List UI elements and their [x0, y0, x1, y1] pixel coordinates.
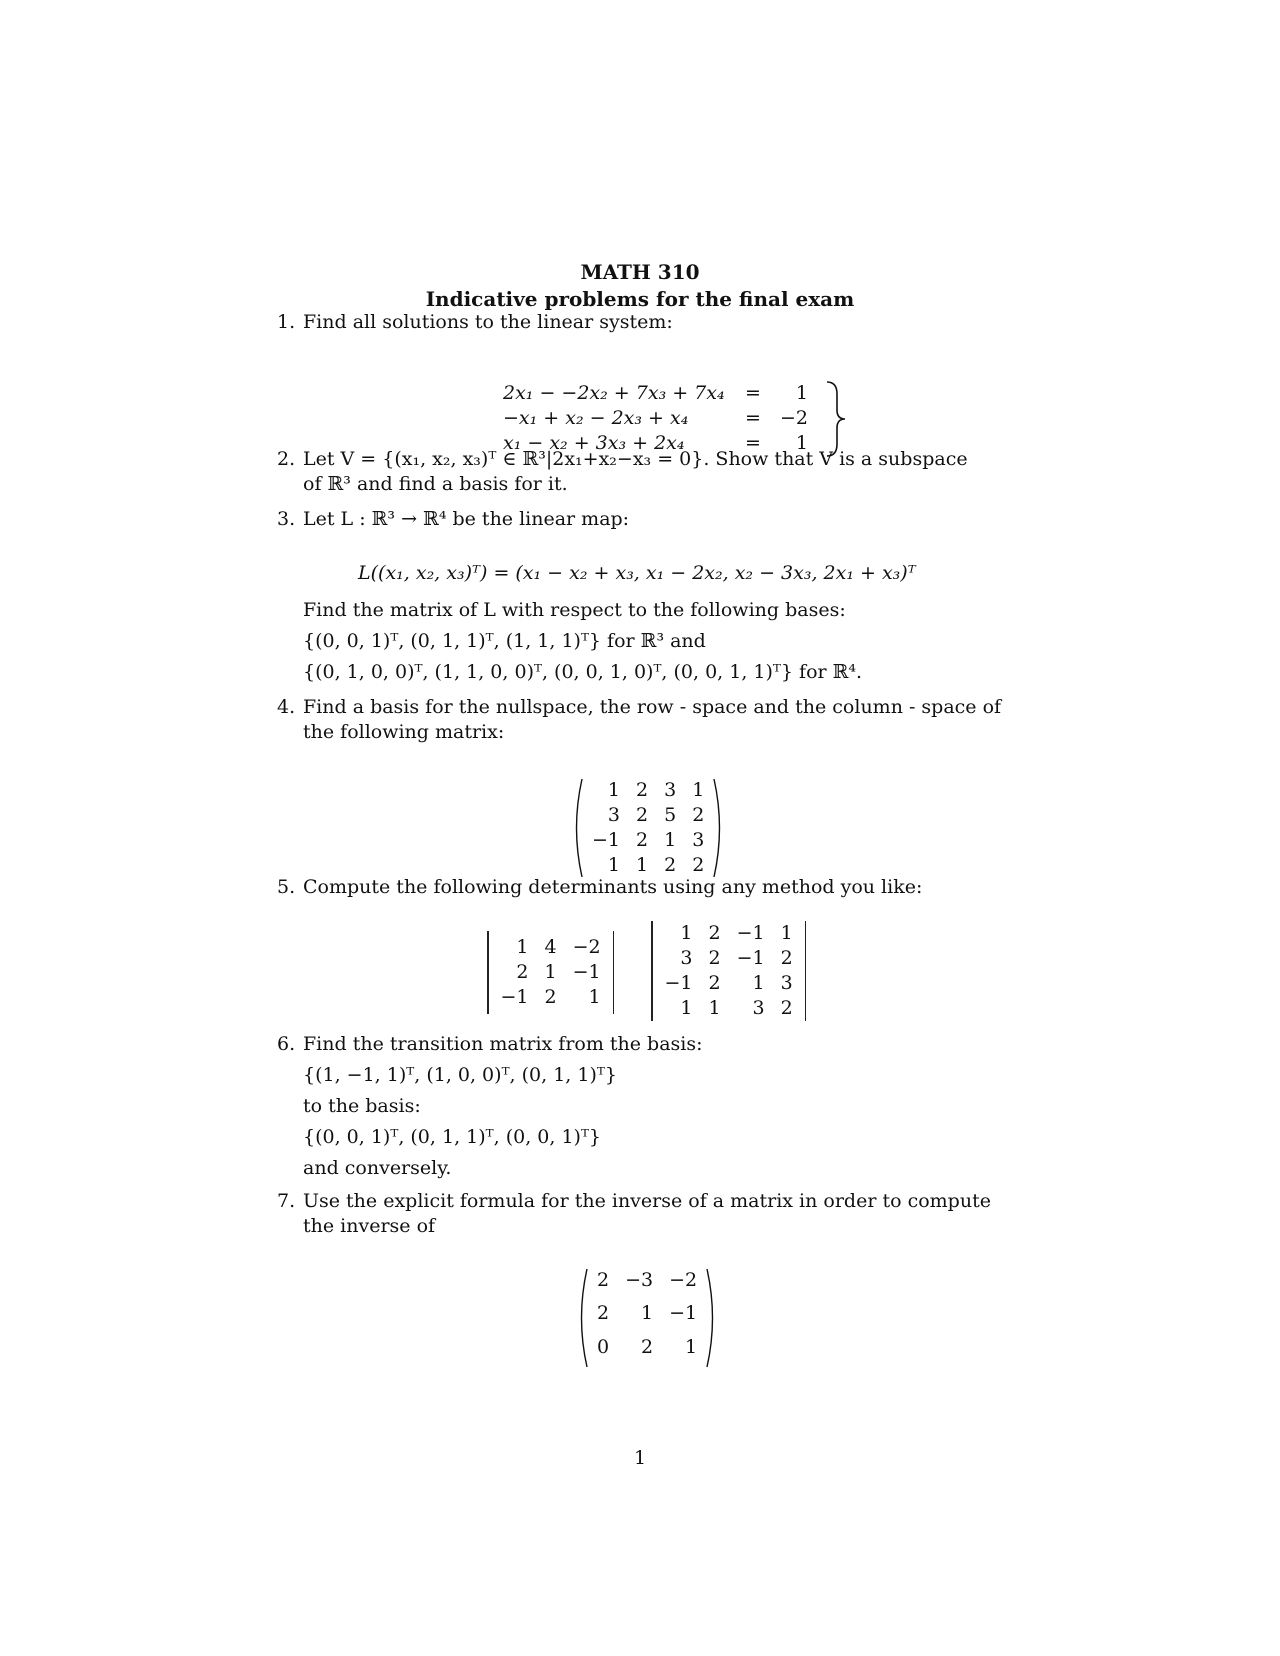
problem-number: 7. — [277, 1190, 296, 1212]
linear-system — [503, 380, 808, 455]
matrix-entry: 2 — [636, 779, 649, 801]
matrix-entry: 1 — [752, 972, 765, 994]
equals-sign: = — [745, 431, 761, 454]
matrix-entry: −1 — [736, 947, 765, 969]
matrix-entry: 1 — [607, 854, 621, 876]
problem-4 — [277, 695, 1003, 745]
problem-line: the inverse of — [303, 1215, 436, 1237]
matrix-entry: −1 — [592, 829, 621, 851]
matrix-entry: 2 — [708, 947, 721, 969]
left-paren-icon — [575, 1268, 589, 1368]
matrix-entry: −1 — [572, 961, 601, 983]
problem-text: Let L : ℝ³ → ℝ⁴ be the linear map: — [303, 508, 630, 530]
map-formula: L((x₁, x₂, x₃)ᵀ) = (x₁ − x₂ + x₃, x₁ − 2x₂, x₂ − 3x₃, 2x₁ + x₃)ᵀ — [358, 562, 916, 584]
equation-lhs: x₁ − x₂ + 3x₃ + 2x₄ — [503, 431, 685, 454]
matrix-entry: 2 — [708, 922, 721, 944]
matrix-entry: 2 — [692, 854, 705, 876]
matrix-entry: 3 — [680, 947, 693, 969]
matrix-entry: −1 — [736, 922, 765, 944]
matrix-entry: 1 — [664, 829, 677, 851]
problem-line: Find the transition matrix from the basis: — [303, 1033, 703, 1055]
determinant-bar — [805, 921, 807, 1021]
determinant-3x3 — [487, 931, 614, 1014]
basis-from: {(1, −1, 1)ᵀ, (1, 0, 0)ᵀ, (0, 1, 1)ᵀ} — [303, 1064, 617, 1086]
problem-number: 3. — [277, 508, 296, 530]
equation-rhs: −2 — [779, 406, 808, 429]
right-paren-icon — [705, 1268, 719, 1368]
problem-number: 5. — [277, 876, 296, 898]
matrix-p7 — [575, 1268, 719, 1368]
course-title: MATH 310 — [580, 260, 700, 284]
matrix-entry: 4 — [544, 936, 557, 958]
matrix-entry: 3 — [692, 829, 705, 851]
matrix-entry: 3 — [664, 779, 677, 801]
problem-line: {(0, 0, 1)ᵀ, (0, 1, 1)ᵀ, (1, 1, 1)ᵀ} for ℝ³ and — [303, 630, 706, 652]
problem-5 — [277, 875, 1003, 900]
matrix-entry: 1 — [641, 1302, 654, 1325]
problem-2 — [277, 447, 1003, 497]
matrix-entry: 1 — [708, 997, 721, 1019]
problem-number: 1. — [277, 311, 296, 333]
left-paren-icon — [570, 778, 584, 878]
problem-line: the following matrix: — [303, 721, 505, 743]
matrix-entry: 2 — [664, 854, 677, 876]
document-subtitle: Indicative problems for the final exam — [425, 287, 855, 311]
right-paren-icon — [712, 778, 726, 878]
problem-text: Find all solutions to the linear system: — [303, 311, 673, 333]
matrix-entry: 1 — [516, 936, 529, 958]
problem-line: and conversely. — [303, 1157, 452, 1179]
matrix-entry: 1 — [680, 922, 693, 944]
matrix-entry: 2 — [597, 1302, 610, 1325]
matrix-entry: 2 — [780, 997, 793, 1019]
matrix-entry: 3 — [780, 972, 793, 994]
problem-line: {(0, 1, 0, 0)ᵀ, (1, 1, 0, 0)ᵀ, (0, 0, 1, 0)ᵀ, (0, 0, 1, 1)ᵀ} for ℝ⁴. — [303, 661, 863, 683]
problem-number: 2. — [277, 448, 296, 470]
equation-row — [503, 405, 808, 430]
matrix-entry: 5 — [664, 804, 677, 826]
problem-line: of ℝ³ and find a basis for it. — [303, 473, 568, 495]
matrix-entry: 2 — [692, 804, 705, 826]
matrix-entry: 2 — [636, 829, 649, 851]
problem-line: Find the matrix of L with respect to the following bases: — [303, 599, 846, 621]
equation-lhs: −x₁ + x₂ − 2x₃ + x₄ — [503, 406, 689, 429]
problem-line: to the basis: — [303, 1095, 421, 1117]
equation-rhs: 1 — [795, 431, 808, 454]
matrix-entry: 2 — [641, 1335, 654, 1358]
problem-line: Let V = {(x₁, x₂, x₃)ᵀ ∈ ℝ³|2x₁+x₂−x₃ = 0}. Show that V is a subspace — [303, 448, 968, 470]
matrix-entry: 1 — [607, 779, 621, 801]
matrix-entry: 1 — [780, 922, 793, 944]
problem-number: 4. — [277, 696, 296, 718]
equals-sign: = — [745, 381, 761, 404]
page-number: 1 — [633, 1447, 647, 1469]
matrix-entry: 1 — [692, 779, 705, 801]
matrix-entry: −1 — [500, 986, 529, 1008]
problem-3-bases — [303, 598, 1003, 685]
problem-line: Find a basis for the nullspace, the row - space and the column - space of — [303, 696, 1002, 718]
determinant-4x4 — [651, 921, 806, 1021]
problem-1 — [277, 310, 1003, 335]
problem-line: Use the explicit formula for the inverse of a matrix in order to compute — [303, 1190, 991, 1212]
matrix-entry: 0 — [597, 1335, 610, 1358]
equation-lhs: 2x₁ − −2x₂ + 7x₃ + 7x₄ — [503, 381, 725, 404]
matrix-entry: 2 — [708, 972, 721, 994]
matrix-p4 — [570, 778, 726, 878]
matrix-entry: −3 — [625, 1269, 654, 1291]
determinant-bar — [613, 931, 615, 1014]
equation-row — [503, 380, 808, 405]
matrix-entry: 1 — [636, 854, 649, 876]
problem-3 — [277, 507, 1003, 532]
problem-number: 6. — [277, 1033, 296, 1055]
matrix-entry: 1 — [680, 997, 693, 1019]
matrix-entry: −2 — [669, 1269, 698, 1291]
matrix-entry: 1 — [588, 986, 601, 1008]
matrix-entry: 2 — [544, 986, 557, 1008]
matrix-entry: 1 — [544, 961, 557, 983]
matrix-entry: 3 — [752, 997, 765, 1019]
matrix-entry: 2 — [597, 1269, 610, 1291]
problem-text: Compute the following determinants using any method you like: — [303, 876, 923, 898]
matrix-entry: −1 — [664, 972, 693, 994]
matrix-entry: −1 — [669, 1302, 698, 1325]
matrix-entry: −2 — [572, 936, 601, 958]
problem-7 — [277, 1189, 1003, 1239]
equals-sign: = — [745, 406, 761, 429]
matrix-entry: 2 — [636, 804, 649, 826]
basis-to: {(0, 0, 1)ᵀ, (0, 1, 1)ᵀ, (0, 0, 1)ᵀ} — [303, 1126, 602, 1148]
matrix-entry: 2 — [516, 961, 529, 983]
matrix-entry: 2 — [780, 947, 793, 969]
problem-6 — [277, 1032, 1003, 1181]
matrix-entry: 3 — [607, 804, 621, 826]
matrix-entry: 1 — [685, 1335, 698, 1358]
equation-rhs: 1 — [795, 381, 808, 404]
